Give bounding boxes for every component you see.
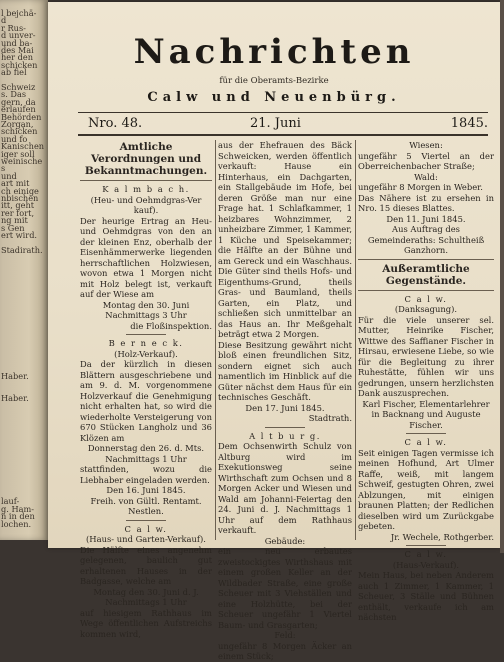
- notice-place: C a l w.: [124, 523, 168, 534]
- newspaper-page: [48, 2, 500, 661]
- adjacent-left-page: [0, 0, 48, 540]
- notice-body: ein neu erbautes zweistockigtes Wirthshaus mit einem großen Keller an der Wildbader Straße, eine große Scheuer mit 3 Viehställen und eine Holzhütte, bei der Scheuer ungefähr 1 Viertel Baum- und Grasgarten;: [218, 546, 352, 630]
- notice-title: (Heu- und Oehmdgras-Ver kauf).: [90, 194, 202, 215]
- left-page-fragment: lochen.: [1, 518, 32, 529]
- separator: [126, 520, 166, 521]
- column-3: [358, 140, 494, 622]
- notice-body: Diese Besitzung gewährt nicht bloß einen freundlichen Sitz, sondern eignet sich auch namentlich im Hinblick auf die Güter nächst dem Haus für ein technisches Geschäft.: [218, 339, 352, 402]
- notice-date: Montag den 30. Juni d. J. Nachmittags 1 Uhr: [93, 586, 199, 607]
- notice-signature: Jr. Wechele, Rothgerber.: [390, 531, 494, 542]
- left-page-fragment: ab fiel: [1, 67, 27, 78]
- header-double-rule: [78, 134, 488, 136]
- left-page-fragment: lauf-: [1, 496, 20, 507]
- left-page-fragment: Haber.: [1, 392, 29, 403]
- left-page-fragment: erlaufen: [1, 104, 36, 115]
- left-page-fragment: weinische: [1, 156, 43, 166]
- notice-body: Seit einigen Tagen vermisse ich meinen Hofhund, Art Ulmer Raffe, weiß, mit langem Schweif, gestugten Ohren, zwei Ablzungen, mit einigen braunen Platten; der Redlichen dieselben wird um Zurückgabe gebeten.: [358, 447, 494, 531]
- notice-signature: die Floßinspektion.: [130, 320, 212, 331]
- masthead-towns: Calw und Neuenbürg.: [147, 90, 401, 105]
- notice-signature: Freih. von Gültl. Rentamt. Nestlen.: [90, 495, 202, 516]
- notice-body: Dem Ochsenwirth Schulz von Altburg wird im Exekutionsweg seine Wirthschaft zum Ochsen und 8 Morgen Acker und Wiesen und Wald am Johanni-Feiertag den 24. Juni d. J. Nachmittags 1 Uhr auf dem Rathhaus verkauft.: [218, 441, 352, 535]
- left-page-fragment: d: [1, 15, 7, 26]
- masthead-subtitle: für die Oberamts-Bezirke: [219, 76, 329, 86]
- masthead-title: Nachrichten: [133, 32, 415, 72]
- notice-subheading: Feld:: [274, 630, 296, 640]
- left-page-fragment: Kanischen: [1, 141, 45, 152]
- notice-title: (Danksagung).: [394, 304, 458, 314]
- left-page-fragment: und ba-: [1, 37, 33, 48]
- notice-place: K a l m b a c h.: [102, 184, 190, 194]
- notice-place: C a l w.: [404, 437, 448, 447]
- notice-date: Den 17. Juni 1845.: [245, 402, 325, 413]
- notice-subheading: Gebäude:: [264, 535, 306, 546]
- notice-body: Mein Haus, bei neben Anderem auch 1 Zimmer, 1 Kammer, 1 Scheuer, 3 Ställe und Bühnen enthält, verkaufe ich am nächsten: [358, 570, 494, 622]
- section-heading-official: Amtliche Verordnungen und Bekanntmachungen.: [84, 141, 208, 177]
- notice-body: Die Hälfte eines angenehm gelegenen, baulich gut erhaltenen Hauses in der Badgasse, welche am: [80, 544, 212, 586]
- separator: [406, 433, 446, 434]
- separator: [126, 334, 166, 335]
- notice-body: Der heurige Ertrag an Heu- und Oehmdgras von den an der kleinen Enz, oberhalb der Eisenhämmerwerke liegenden herrschaftlichen Holzwiesen, wovon etwa 1 Morgen nicht mit Holz belegt ist, verkauft auf der Wiese am: [80, 215, 212, 299]
- left-page-fragment: art mit: [1, 178, 30, 189]
- notice-signature: Karl Fischer, Elementarlehrer in Backnang und Auguste Fischer.: [362, 398, 490, 430]
- left-page-fragment: Zorgan,: [1, 119, 34, 129]
- notice-body: Für die viele unserer sel. Mutter, Heinrike Fischer, Wittwe des Saffianer Fischer in Hirsau, erwiesene Liebe, so wie für die Begleitung zu ihrer Ruhestätte, fühlen wir uns gedrungen, unsern herzlichsten Dank auszusprechen.: [358, 314, 494, 398]
- left-page-fragment: ch einige: [1, 185, 39, 196]
- left-page-fragment: r Rus-: [1, 22, 26, 33]
- notice-subheading: Wiesen:: [409, 140, 443, 150]
- notice-body: ungefähr 8 Morgen Äcker an einem Stück;: [218, 640, 352, 661]
- column-2: [218, 140, 352, 661]
- notice-body: ungefähr 5 Viertel an der Oberreichenbacher Straße;: [358, 150, 494, 171]
- left-page-fragment: und fo: [1, 133, 28, 144]
- left-page-fragment: iger soll: [1, 148, 35, 159]
- left-page-fragment: her den: [1, 52, 33, 63]
- separator: [80, 180, 212, 181]
- left-page-fragment: s Gen: [1, 222, 25, 233]
- left-page-fragment: und: [1, 170, 17, 181]
- left-page-fragment: nbischen: [1, 193, 39, 203]
- notice-signature: Stadtrath.: [308, 413, 352, 423]
- notice-title: (Haus-Verkauf).: [392, 559, 460, 570]
- column-divider: [355, 140, 356, 540]
- notice-title: (Haus- und Garten-Verkauf).: [86, 534, 206, 544]
- notice-body: ungefähr 8 Morgen in Weber.: [358, 182, 483, 192]
- notice-subheading: Wald:: [414, 171, 438, 182]
- left-page-fragment: s. Das: [1, 89, 27, 100]
- notice-body: Das Nähere ist zu ersehen in Nro. 15 dieses Blattes.: [358, 192, 494, 213]
- notice-place: A l t b u r g.: [249, 430, 321, 441]
- left-page-fragment: schicken: [1, 59, 38, 70]
- issue-year: 1845.: [450, 116, 488, 131]
- notice-body: aus der Ehefrauen des Bäck Schweicken, werden öffentlich verkauft: Hause ein Hinterhaus, ein Dachgarten, ein Stallgebäude im Hofe, bei deren Größe man nur eine Frage hat. 1 Schlafkammer, 1 heizbares Wohnzimmer, 2 unheizbare Zimmer, 1 Kammer, 1 Küche und Speisekammer; die Hälfte an der Bühne und am Gereck und ein Waschhaus. Die Güter sind theils Hofs- und Eigenthums-Grund, theils Gras- und Baumland, theils Garten, ein Platz, und schließen sich unmittelbar an das Haus an. Ihr Meßgehalt beträgt etwa 2 Morgen.: [218, 140, 352, 339]
- issue-line: [78, 114, 488, 132]
- left-page-fragment: l bejchä-: [1, 8, 37, 18]
- left-page-fragment: g. Ham-: [1, 503, 34, 514]
- section-heading-nonofficial: Außeramtliche Gegenstände.: [382, 262, 470, 287]
- separator: [358, 259, 494, 260]
- left-page-fragment: Stadirath.: [1, 244, 43, 255]
- notice-place: C a l w.: [404, 293, 448, 304]
- left-page-fragment: n in den: [1, 511, 35, 522]
- book-edge: [500, 0, 504, 553]
- notice-date: Den 11. Juni 1845.: [386, 213, 466, 224]
- left-page-fragment: s: [1, 163, 6, 174]
- notice-body: stattfinden, wozu die Liebhaber eingeladen werden.: [80, 464, 212, 485]
- left-page-fragment: Haber.: [1, 370, 29, 381]
- notice-date: Montag den 30. Juni Nachmittags 3 Uhr: [102, 299, 190, 320]
- left-page-fragment: ert wird.: [1, 230, 38, 240]
- issue-number: Nro. 48.: [88, 116, 143, 131]
- left-page-fragment: Behörden: [1, 111, 42, 122]
- notice-body: Da der kürzlich in diesen Blättern ausgeschriebene und am 9. d. M. vorgenommene Holzverkauf die Genehmigung nicht erhalten hat, so wird die wiederholte Versteigerung von 670 Stücken Langholz und 36 Klözen am: [80, 359, 212, 443]
- separator: [265, 427, 305, 428]
- notice-date: Donnerstag den 26. d. Mts. Nachmittags 1 Uhr: [87, 443, 205, 464]
- separator: [406, 545, 446, 546]
- notice-signature: Aus Auftrag des Gemeinderaths: Schultheiß Ganzhorn.: [367, 224, 485, 255]
- left-page-fragment: des Mai: [1, 45, 34, 55]
- left-page-fragment: gern, da: [1, 96, 36, 107]
- notice-title: (Holz-Verkauf).: [114, 348, 178, 359]
- left-page-fragment: d unver-: [1, 30, 36, 41]
- left-page-fragment: ng mit: [1, 215, 28, 226]
- column-divider: [215, 140, 216, 540]
- left-page-fragment: rer fort,: [1, 207, 35, 218]
- notice-place: C a l w.: [404, 549, 448, 559]
- separator: [358, 290, 494, 291]
- left-page-fragment: schicken: [1, 126, 38, 137]
- notice-date: Den 16. Juni 1845.: [106, 485, 186, 495]
- top-rule: [78, 112, 488, 113]
- left-page-fragment: Schweiz: [1, 82, 36, 92]
- notice-body: auf hiesigem Rathhaus im Wege öffentlichen Aufstreichs kommen wird,: [80, 607, 212, 639]
- notice-place: B e r n e c k.: [108, 338, 184, 348]
- column-1: [80, 140, 212, 639]
- left-page-fragment: itt, geht: [1, 200, 35, 211]
- issue-date: 21. Juni: [250, 116, 301, 131]
